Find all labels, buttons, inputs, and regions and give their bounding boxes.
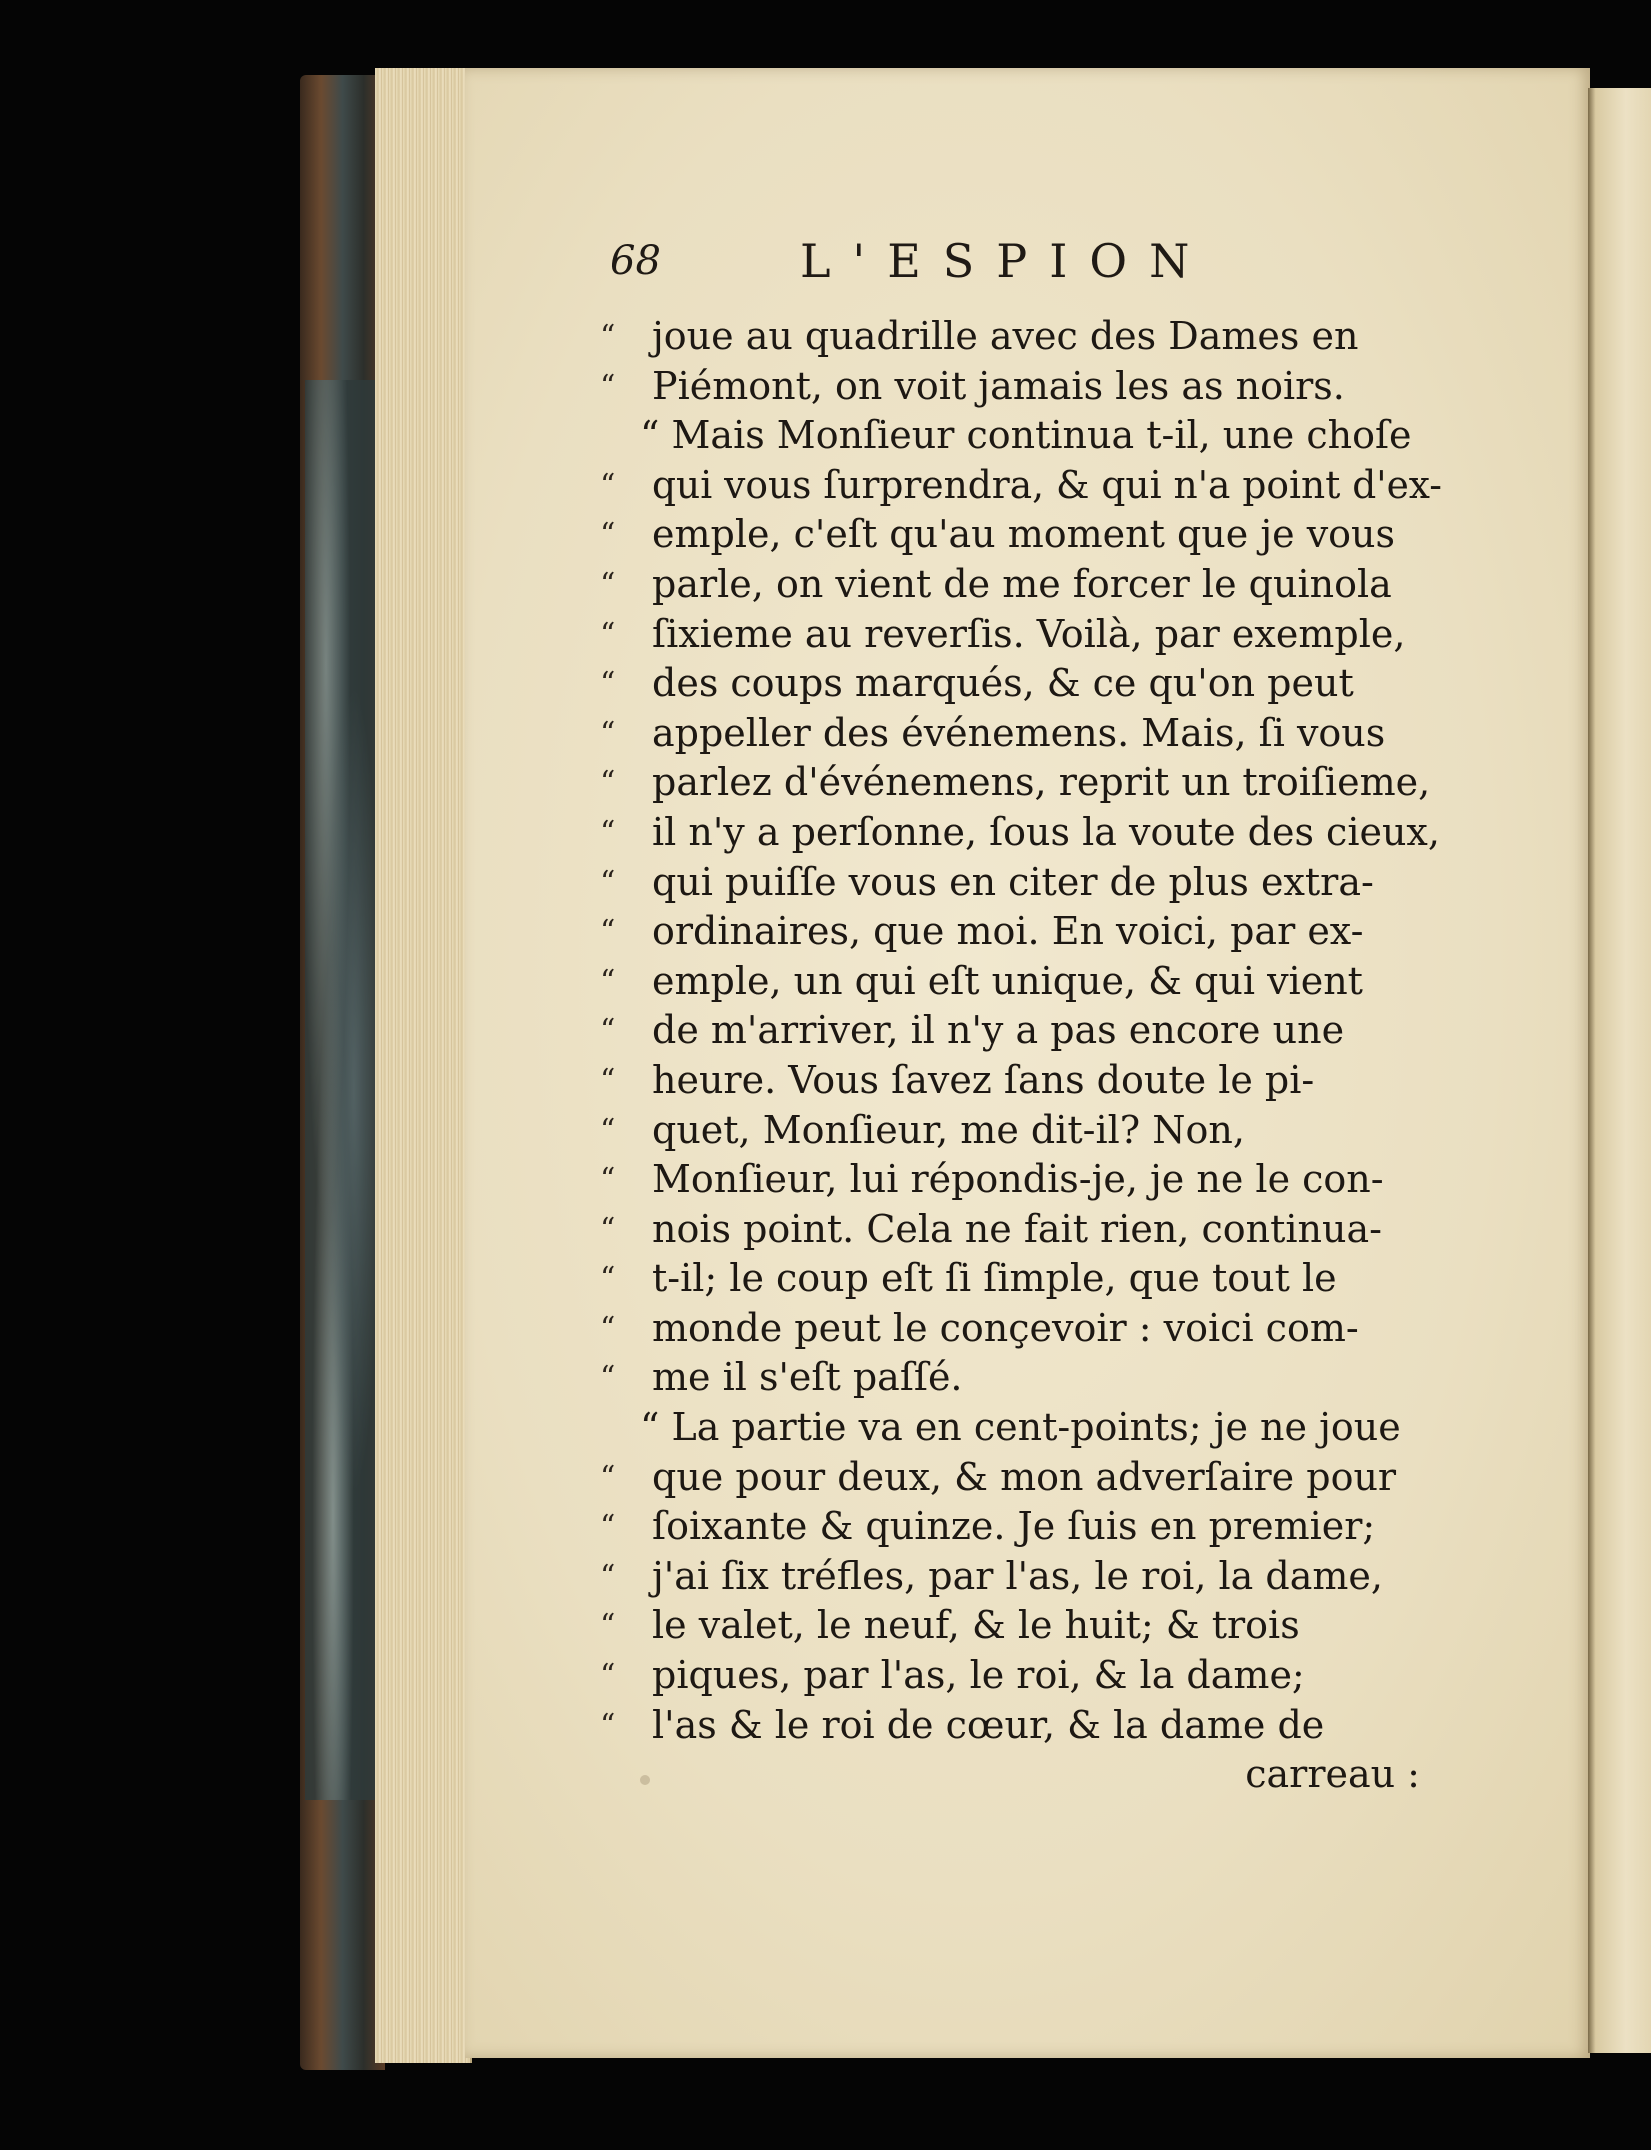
text-line — [600, 1254, 1440, 1304]
text-line — [600, 560, 1440, 610]
text-line — [600, 808, 1440, 858]
text-line — [600, 1106, 1440, 1156]
quote-mark: “ — [600, 1558, 616, 1594]
text-line — [600, 510, 1440, 560]
text-line — [600, 1304, 1440, 1354]
line-text: quet, Monſieur, me dit-il? Non, — [652, 1107, 1245, 1152]
quote-mark: “ — [600, 517, 616, 553]
text-line — [600, 858, 1440, 908]
quote-mark: “ — [600, 1459, 616, 1495]
line-text: j'ai ſix tréfles, par l'as, le roi, la dame, — [652, 1553, 1383, 1598]
line-text: “ La partie va en cent-points; je ne joue — [640, 1405, 1401, 1450]
quote-mark: “ — [600, 1062, 616, 1098]
line-text: ordinaires, que moi. En voici, par ex- — [652, 909, 1364, 954]
line-text: emple, c'eſt qu'au moment que je vous — [652, 512, 1396, 557]
text-line — [600, 1155, 1440, 1205]
line-text: Monſieur, lui répondis-je, je ne le con- — [652, 1157, 1384, 1202]
quote-mark: “ — [600, 814, 616, 850]
page-edges — [375, 68, 472, 2063]
running-title: L'ESPION — [800, 234, 1212, 288]
line-text: appeller des événemens. Mais, ſi vous — [652, 710, 1386, 755]
quote-mark: “ — [600, 1261, 616, 1297]
page-blemish — [640, 1775, 650, 1785]
text-line — [600, 461, 1440, 511]
facing-page-edge — [1588, 88, 1651, 2053]
quote-mark: “ — [600, 864, 616, 900]
line-text: parle, on vient de me forcer le quinola — [652, 561, 1392, 606]
line-text: il n'y a perſonne, ſous la voute des cieux, — [652, 809, 1440, 854]
quote-mark: “ — [600, 765, 616, 801]
text-line — [600, 1205, 1440, 1255]
quote-mark: “ — [600, 1013, 616, 1049]
catchword: carreau : — [1245, 1752, 1420, 1797]
text-line — [600, 1552, 1440, 1602]
text-line — [600, 610, 1440, 660]
text-line — [600, 411, 1440, 461]
quote-mark: “ — [600, 566, 616, 602]
text-line — [600, 1601, 1440, 1651]
quote-mark: “ — [600, 914, 616, 950]
line-text: me il s'eſt paſſé. — [652, 1355, 963, 1400]
quote-mark: “ — [600, 319, 616, 354]
line-text: parlez d'événemens, reprit un troiſieme, — [652, 760, 1431, 805]
line-text: que pour deux, & mon adverſaire pour — [652, 1454, 1397, 1499]
line-text: des coups marqués, & ce qu'on peut — [652, 661, 1354, 706]
line-text: monde peut le conçevoir : voici com- — [652, 1305, 1359, 1350]
quote-mark: “ — [600, 467, 616, 503]
text-line — [600, 1701, 1440, 1751]
line-text: nois point. Cela ne fait rien, continua- — [652, 1206, 1382, 1251]
quote-mark: “ — [600, 1658, 616, 1694]
quote-mark: “ — [600, 1162, 616, 1198]
quote-mark: “ — [600, 1310, 616, 1346]
text-line — [600, 709, 1440, 759]
quote-mark: “ — [600, 1112, 616, 1148]
page-number: 68 — [610, 238, 661, 284]
quote-mark: “ — [600, 1360, 616, 1396]
line-text: t-il; le coup eſt ſi ſimple, que tout le — [652, 1256, 1337, 1301]
text-line — [600, 758, 1440, 808]
quote-mark: “ — [600, 1707, 616, 1743]
text-block — [600, 312, 1440, 1800]
line-text: le valet, le neuf, & le huit; & trois — [652, 1603, 1300, 1648]
line-text: ſoixante & quinze. Je ſuis en premier; — [652, 1504, 1376, 1549]
text-line — [600, 957, 1440, 1007]
line-text: ſixieme au reverſis. Voilà, par exemple, — [652, 611, 1406, 656]
quote-mark: “ — [600, 715, 616, 751]
line-text: piques, par l'as, le roi, & la dame; — [652, 1653, 1305, 1698]
text-line — [600, 362, 1440, 412]
line-text: joue au quadrille avec des Dames en — [652, 314, 1359, 358]
page-header — [610, 230, 1460, 300]
marbled-cover — [305, 380, 375, 1800]
quote-mark: “ — [600, 963, 616, 999]
line-text: qui puiſſe vous en citer de plus extra- — [652, 859, 1374, 904]
line-text: “ Mais Monſieur continua t-il, une choſe — [640, 413, 1412, 458]
text-line — [600, 1403, 1440, 1453]
quote-mark: “ — [600, 1211, 616, 1247]
text-line — [600, 1056, 1440, 1106]
text-line — [600, 1453, 1440, 1503]
catchword-line — [600, 1750, 1440, 1800]
line-text: heure. Vous ſavez ſans doute le pi- — [652, 1057, 1315, 1102]
quote-mark: “ — [600, 1509, 616, 1545]
text-line — [600, 1651, 1440, 1701]
line-text: de m'arriver, il n'y a pas encore une — [652, 1008, 1345, 1053]
line-text: emple, un qui eſt unique, & qui vient — [652, 958, 1363, 1003]
quote-mark: “ — [600, 368, 616, 404]
quote-mark: “ — [600, 666, 616, 702]
quote-mark: “ — [600, 1608, 616, 1644]
text-line — [600, 907, 1440, 957]
quote-mark: “ — [600, 616, 616, 652]
text-line — [600, 659, 1440, 709]
line-text: qui vous ſurprendra, & qui n'a point d'ex- — [652, 462, 1442, 507]
text-line — [600, 1006, 1440, 1056]
line-text: Piémont, on voit jamais les as noirs. — [652, 363, 1345, 408]
line-text: l'as & le roi de cœur, & la dame de — [652, 1702, 1325, 1747]
text-line — [600, 1502, 1440, 1552]
text-line — [600, 1353, 1440, 1403]
text-line — [600, 312, 1440, 362]
